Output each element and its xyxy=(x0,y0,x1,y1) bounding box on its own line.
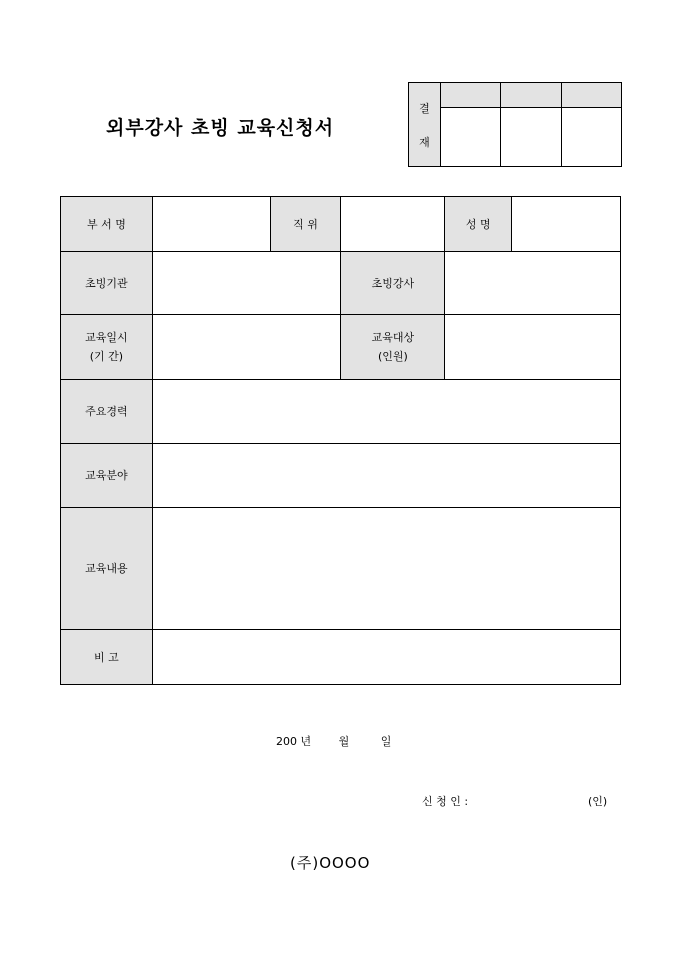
inviting-org-field[interactable] xyxy=(152,252,341,315)
approval-sign-1[interactable] xyxy=(441,108,501,167)
edu-datetime-label-line1: 교육일시 xyxy=(85,331,128,344)
field-label: 교육분야 xyxy=(61,444,153,508)
date-month: 월 xyxy=(338,735,350,748)
document-title: 외부강사 초빙 교육신청서 xyxy=(106,117,335,139)
career-label: 주요경력 xyxy=(61,380,153,444)
invited-lecturer-field[interactable] xyxy=(445,252,621,315)
date-day: 일 xyxy=(380,735,392,748)
approval-header-2 xyxy=(501,83,561,108)
position-field[interactable] xyxy=(341,197,445,252)
approval-label-bottom: 재 xyxy=(419,135,430,149)
content-field[interactable] xyxy=(152,508,620,630)
edu-target-label-line2: (인원) xyxy=(377,350,408,363)
invited-lecturer-label: 초빙강사 xyxy=(341,252,445,315)
approval-header-1 xyxy=(441,83,501,108)
application-form xyxy=(60,196,621,685)
edu-datetime-field[interactable] xyxy=(152,315,341,380)
position-label: 직 위 xyxy=(270,197,341,252)
approval-sign-2[interactable] xyxy=(501,108,561,167)
name-field[interactable] xyxy=(512,197,621,252)
approval-label xyxy=(409,83,441,167)
edu-target-label-line1: 교육대상 xyxy=(371,331,415,344)
date-year: 200 년 xyxy=(276,735,312,748)
dept-label: 부 서 명 xyxy=(61,197,153,252)
approval-box xyxy=(408,82,622,167)
inviting-org-label: 초빙기관 xyxy=(61,252,153,315)
applicant-seal: (인) xyxy=(588,795,608,808)
company-name: (주)OOOO xyxy=(290,854,371,872)
application-date xyxy=(276,733,391,749)
edu-datetime-label xyxy=(61,315,153,380)
content-label: 교육내용 xyxy=(61,508,153,630)
approval-header-3 xyxy=(561,83,621,108)
name-label: 성 명 xyxy=(445,197,512,252)
applicant-label: 신 청 인 : xyxy=(422,795,469,808)
remarks-label: 비 고 xyxy=(61,630,153,685)
approval-label-top: 결 xyxy=(419,101,430,115)
edu-datetime-label-line2: (기 간) xyxy=(89,350,124,363)
edu-target-field[interactable] xyxy=(445,315,621,380)
remarks-field[interactable] xyxy=(152,630,620,685)
approval-sign-3[interactable] xyxy=(561,108,621,167)
career-field[interactable] xyxy=(152,380,620,444)
dept-field[interactable] xyxy=(152,197,270,252)
edu-target-label xyxy=(341,315,445,380)
field-field[interactable] xyxy=(152,444,620,508)
